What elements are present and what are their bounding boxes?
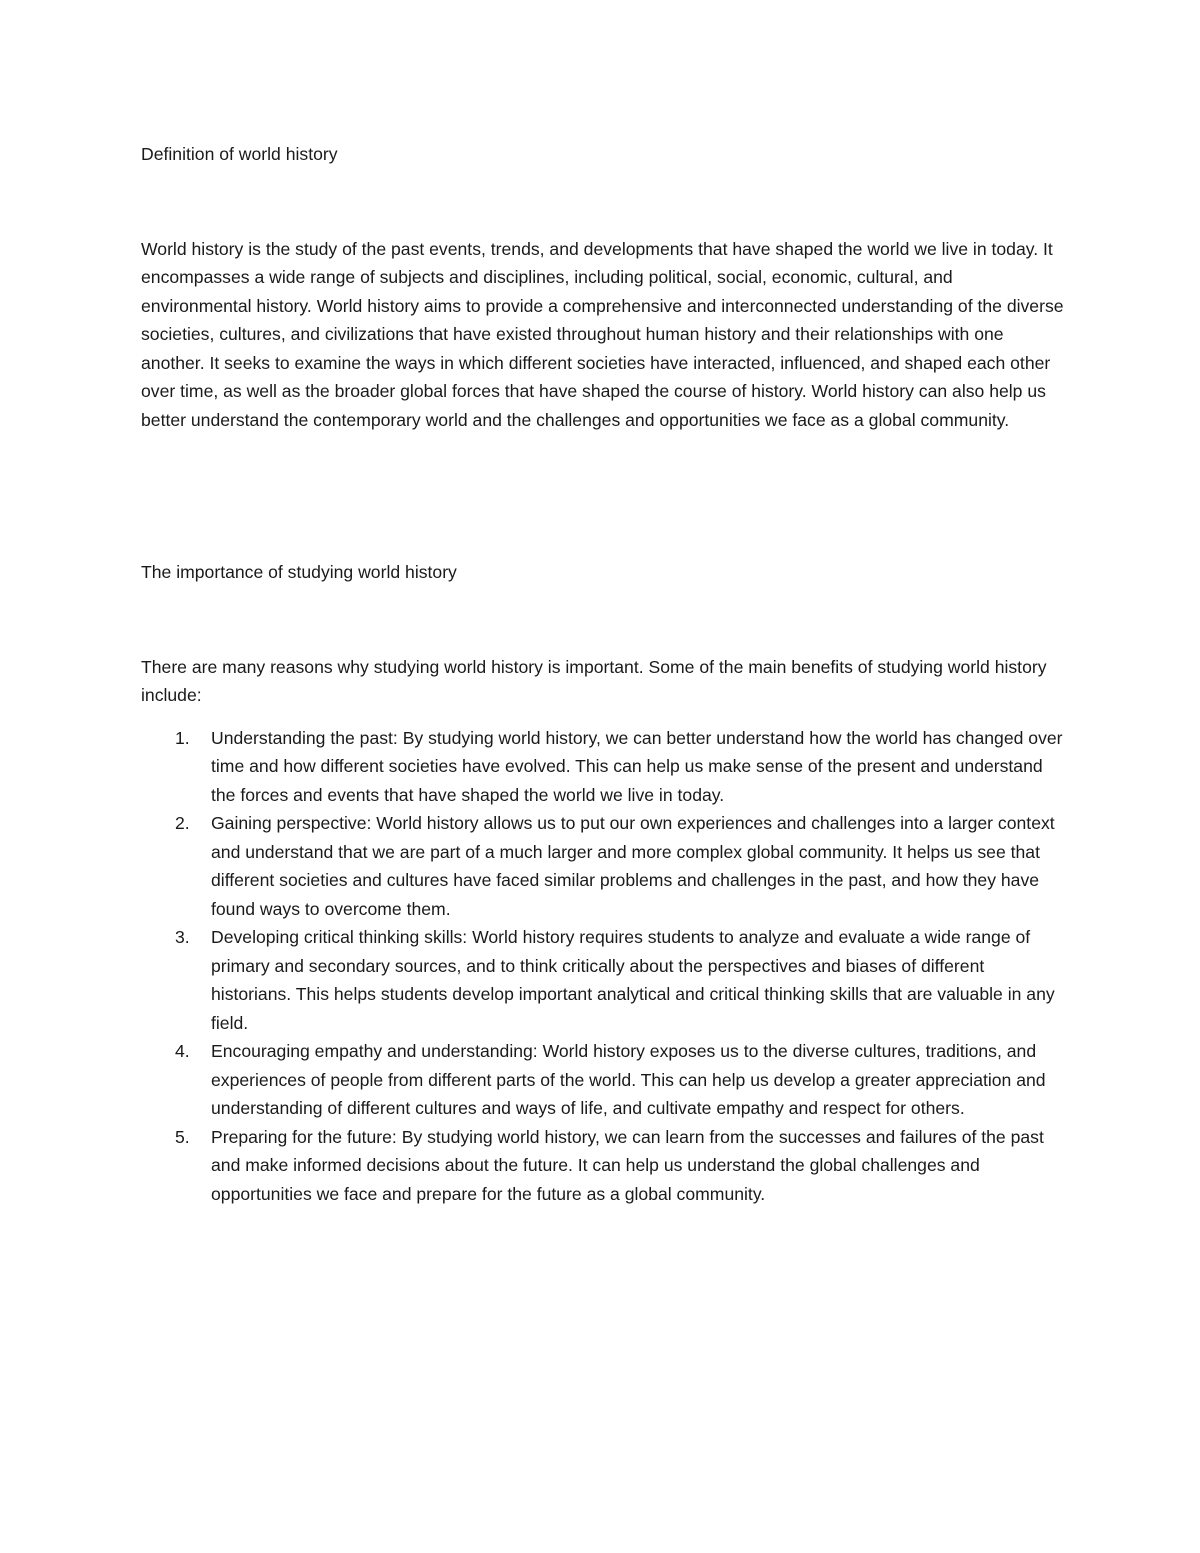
document-body xyxy=(141,140,1066,1208)
list-item-text: Developing critical thinking skills: World history requires students to analyze and evaluate a wide range of primary and secondary sources, and to think critically about the perspectives and biases of different historians. This helps students develop important analytical and critical thinking skills that are valuable in any field. xyxy=(211,927,1055,1033)
list-item xyxy=(175,809,1066,923)
list-item-number: 4. xyxy=(175,1041,190,1061)
list-item-number: 3. xyxy=(175,927,190,947)
list-item xyxy=(175,923,1066,1037)
list-item-text: Preparing for the future: By studying world history, we can learn from the successes and failures of the past and make informed decisions about the future. It can help us understand the global challenges and opportunities we face and prepare for the future as a global community. xyxy=(211,1126,1044,1204)
list-item xyxy=(175,1123,1066,1209)
list-item-number: 5. xyxy=(175,1126,190,1147)
list-item xyxy=(175,1037,1066,1123)
section-heading-importance: The importance of studying world history xyxy=(141,562,457,582)
benefits-list xyxy=(141,724,1066,1209)
section-heading-definition: Definition of world history xyxy=(141,144,338,164)
list-item-text: Gaining perspective: World history allows us to put our own experiences and challenges into a larger context and understand that we are part of a much larger and more complex global community. It helps us see that different societies and cultures have faced similar problems and challenges in the past, and how they have found ways to overcome them. xyxy=(211,813,1055,919)
list-item-number: 1. xyxy=(175,727,190,748)
list-item-text: Understanding the past: By studying world history, we can better understand how the world has changed over time and how different societies have evolved. This can help us make sense of the present and understand the forces and events that have shaped the world we live in today. xyxy=(211,727,1063,805)
importance-intro-paragraph: There are many reasons why studying world history is important. Some of the main benefits of studying world history include: xyxy=(141,656,1047,705)
list-item-number: 2. xyxy=(175,813,190,833)
definition-paragraph: World history is the study of the past events, trends, and developments that have shaped the world we live in today. It encompasses a wide range of subjects and disciplines, including political, social, economic, cultural, and environmental history. World history aims to provide a comprehensive and interconnected understanding of the diverse societies, cultures, and civilizations that have existed throughout human history and their relationships with one another. It seeks to examine the ways in which different societies have interacted, influenced, and shaped each other over time, as well as the broader global forces that have shaped the course of history. World history can also help us better understand the contemporary world and the challenges and opportunities we face as a global community. xyxy=(141,238,1064,430)
list-item xyxy=(175,724,1066,810)
list-item-text: Encouraging empathy and understanding: World history exposes us to the diverse cultures, traditions, and experiences of people from different parts of the world. This can help us develop a greater appreciation and understanding of different cultures and ways of life, and cultivate empathy and respect for others. xyxy=(211,1041,1046,1118)
